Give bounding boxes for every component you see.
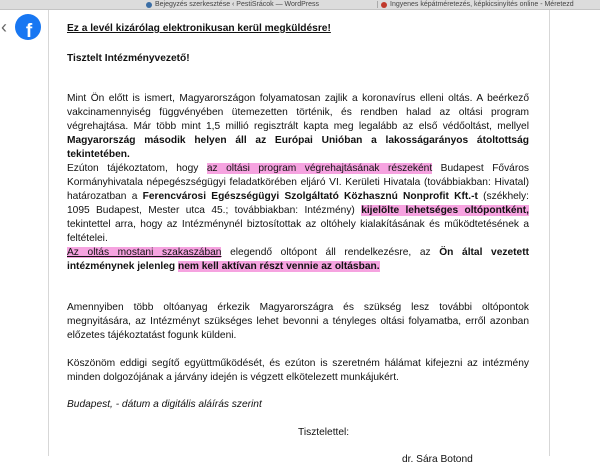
paragraph-3: Az oltás mostani szakaszában elegendő oltópont áll rendelkezésre, az Ön által vezetett intézménynek jelenleg nem kell aktívan részt vennie az oltásban.	[67, 247, 529, 272]
paragraph-2: Ezúton tájékoztatom, hogy az oltási program végrehajtásának részeként Budapest Főváros Kormányhivatala népegészségügyi feladatkörében eljáró VI. Kerületi Hivatala (továbbiakban: Hivatal) határozatban a Ferencvárosi Egészségügyi Szolgáltató Közhasznú Nonprofit Kft.-t (székhely: 1095 Budapest, Mester utca 45.; továbbiakban: Intézmény) kijelölte lehetséges oltópontként, tekintettel arra, hogy az Intézménynél biztosítottak az oltóhely kialakításának és működtetésének a feltételei.	[67, 163, 529, 244]
tab-image-resizer[interactable]	[381, 0, 574, 9]
chevron-left-icon[interactable]: ‹	[1, 17, 7, 37]
notice-line: Ez a levél kizárólag elektronikusan kerül megküldésre!	[67, 23, 331, 34]
paragraph-4: Amennyiben több oltóanyag érkezik Magyarországra és szükség lesz további oltópontok megnyitására, az Intézményt szükséges lehet bevonni a tényleges oltási folyamatba, erről azonban előzetes tájékoztatást fogunk küldeni.	[67, 302, 529, 341]
browser-tab-bar	[0, 0, 600, 10]
highlight: kijelölte lehetséges oltópontként,	[361, 205, 529, 216]
resizer-icon	[381, 2, 387, 8]
letter-page	[48, 10, 550, 465]
paragraph-1: Mint Ön előtt is ismert, Magyarországon folyamatosan zajlik a koronavírus elleni oltás. A beérkező vakcinamennyiség függvényében ütemezetten történik, és rendben halad az oltási program végrehajtása. Már több mint 1,5 millió regisztrált kapta meg legalább az első védőoltást, mellyel Magyarország második helyen áll az Európai Unióban a lakosságarányos átoltottság tekintetében.	[67, 93, 529, 160]
tab-label: Ingyenes képátméretezés, képkicsinyítés online - Méretezd	[390, 0, 574, 8]
salutation: Tisztelt Intézményvezető!	[67, 53, 190, 64]
tab-wordpress[interactable]	[146, 0, 319, 9]
signature: dr. Sára Botond	[402, 454, 473, 465]
wordpress-icon	[146, 2, 152, 8]
highlight: nem kell aktívan részt vennie az oltásban.	[177, 261, 380, 272]
highlight: az oltási program végrehajtásának részeként	[206, 163, 433, 174]
dateline: Budapest, - dátum a digitális aláírás szerint	[67, 399, 262, 410]
closing-greeting: Tisztelettel:	[298, 427, 350, 438]
highlight: Az oltás mostani szakaszában	[67, 247, 222, 258]
facebook-icon[interactable]: f	[15, 14, 41, 40]
tab-label: Bejegyzés szerkesztése ‹ PestiSrácok — WordPress	[155, 0, 320, 8]
paragraph-5: Köszönöm eddigi segítő együttműködését, és ezúton is szeretném hálámat kifejezni az intézmény minden dolgozójának a járvány idején is végzett elkötelezett munkájukért.	[67, 358, 529, 383]
